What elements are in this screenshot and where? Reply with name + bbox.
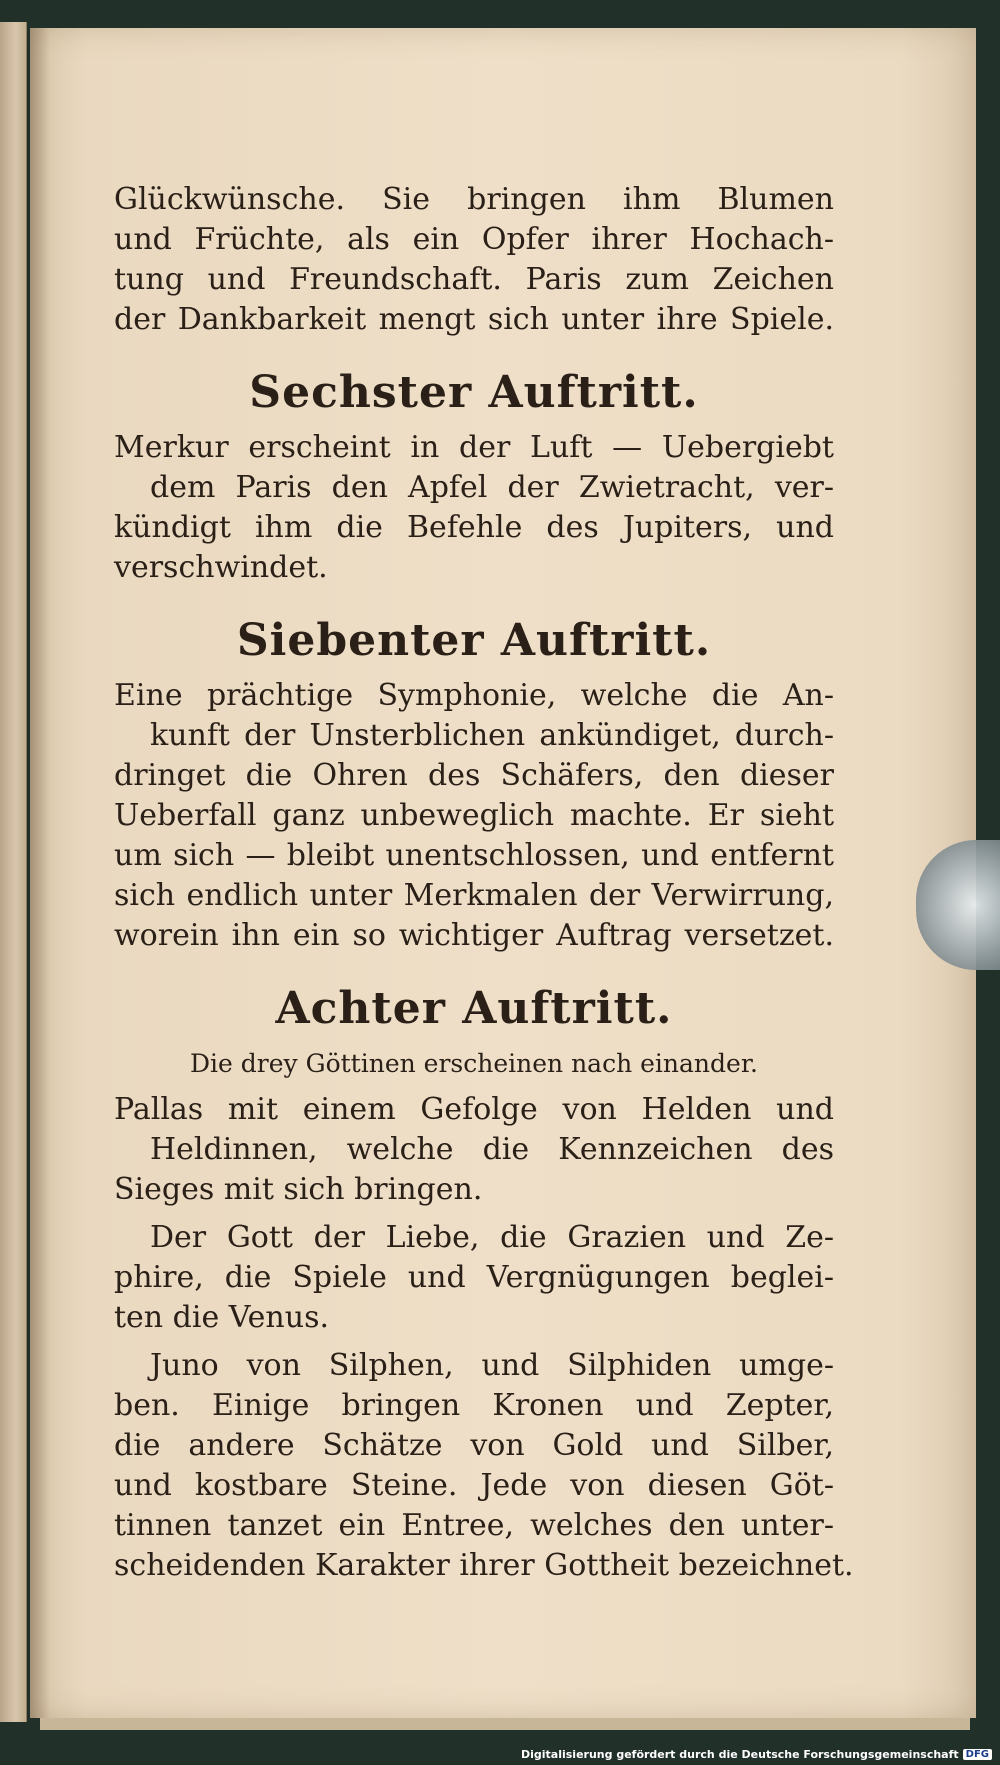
text-line: verschwindet. bbox=[114, 550, 328, 585]
text-line: Eine prächtige Symphonie, welche die An- bbox=[114, 678, 834, 713]
page-text bbox=[114, 180, 854, 1586]
text-line: kündigt ihm die Befehle des Jupiters, und bbox=[114, 510, 834, 545]
heading-scene-6: Sechster Auftritt. bbox=[249, 367, 699, 418]
text-line: Der Gott der Liebe, die Grazien und Ze- bbox=[150, 1220, 834, 1255]
paragraph-scene-8a bbox=[114, 1090, 834, 1210]
dfg-logo: DFG bbox=[963, 1749, 992, 1760]
paragraph-scene-8c bbox=[114, 1346, 854, 1586]
page-fold-shadow bbox=[30, 28, 50, 1718]
text-line: dringet die Ohren des Schäfers, den dieser bbox=[114, 758, 834, 793]
paragraph-scene-6 bbox=[114, 428, 834, 588]
credit-text: Digitalisierung gefördert durch die Deutsche Forschungsgemeinschaft bbox=[520, 1748, 959, 1761]
text-line: um sich — bleibt unentschlossen, und entfernt bbox=[114, 838, 834, 873]
text-line: die andere Schätze von Gold und Silber, bbox=[114, 1428, 834, 1463]
text-line: Juno von Silphen, und Silphiden umge- bbox=[150, 1348, 834, 1383]
heading-scene-8: Achter Auftritt. bbox=[275, 983, 673, 1034]
text-line: Sieges mit sich bringen. bbox=[114, 1172, 483, 1207]
text-line: tinnen tanzet ein Entree, welches den unter- bbox=[114, 1508, 834, 1543]
text-line: Pallas mit einem Gefolge von Helden und bbox=[114, 1092, 834, 1127]
paragraph-1 bbox=[114, 180, 834, 340]
text-line: dem Paris den Apfel der Zwietracht, ver- bbox=[150, 470, 834, 505]
digitization-credit bbox=[521, 1748, 992, 1761]
text-line: worein ihn ein so wichtiger Auftrag versetzet. bbox=[114, 918, 834, 953]
text-line: Glückwünsche. Sie bringen ihm Blumen bbox=[114, 182, 834, 217]
text-line: und Früchte, als ein Opfer ihrer Hochach- bbox=[114, 222, 834, 257]
text-line: scheidenden Karakter ihrer Gottheit bezeichnet. bbox=[114, 1548, 854, 1583]
page-bottom-edge bbox=[40, 1718, 970, 1730]
paragraph-scene-8b bbox=[114, 1218, 834, 1338]
paragraph-scene-7 bbox=[114, 676, 834, 956]
text-line: tung und Freundschaft. Paris zum Zeichen bbox=[114, 262, 834, 297]
text-line: ten die Venus. bbox=[114, 1300, 329, 1335]
text-line: Merkur erscheint in der Luft — Uebergiebt bbox=[114, 430, 834, 465]
text-line: kunft der Unsterblichen ankündiget, durch- bbox=[150, 718, 834, 753]
text-line: Ueberfall ganz unbeweglich machte. Er sieht bbox=[114, 798, 834, 833]
text-line: phire, die Spiele und Vergnügungen beglei- bbox=[114, 1260, 834, 1295]
text-line: Heldinnen, welche die Kennzeichen des bbox=[150, 1132, 834, 1167]
text-line: ben. Einige bringen Kronen und Zepter, bbox=[114, 1388, 834, 1423]
previous-page-edge bbox=[0, 22, 27, 1722]
stage-direction: Die drey Göttinen erscheinen nach einander. bbox=[190, 1049, 758, 1078]
heading-scene-7: Siebenter Auftritt. bbox=[236, 615, 712, 666]
text-line: der Dankbarkeit mengt sich unter ihre Spiele. bbox=[114, 302, 834, 337]
text-line: sich endlich unter Merkmalen der Verwirrung, bbox=[114, 878, 834, 913]
text-line: und kostbare Steine. Jede von diesen Göt- bbox=[114, 1468, 834, 1503]
